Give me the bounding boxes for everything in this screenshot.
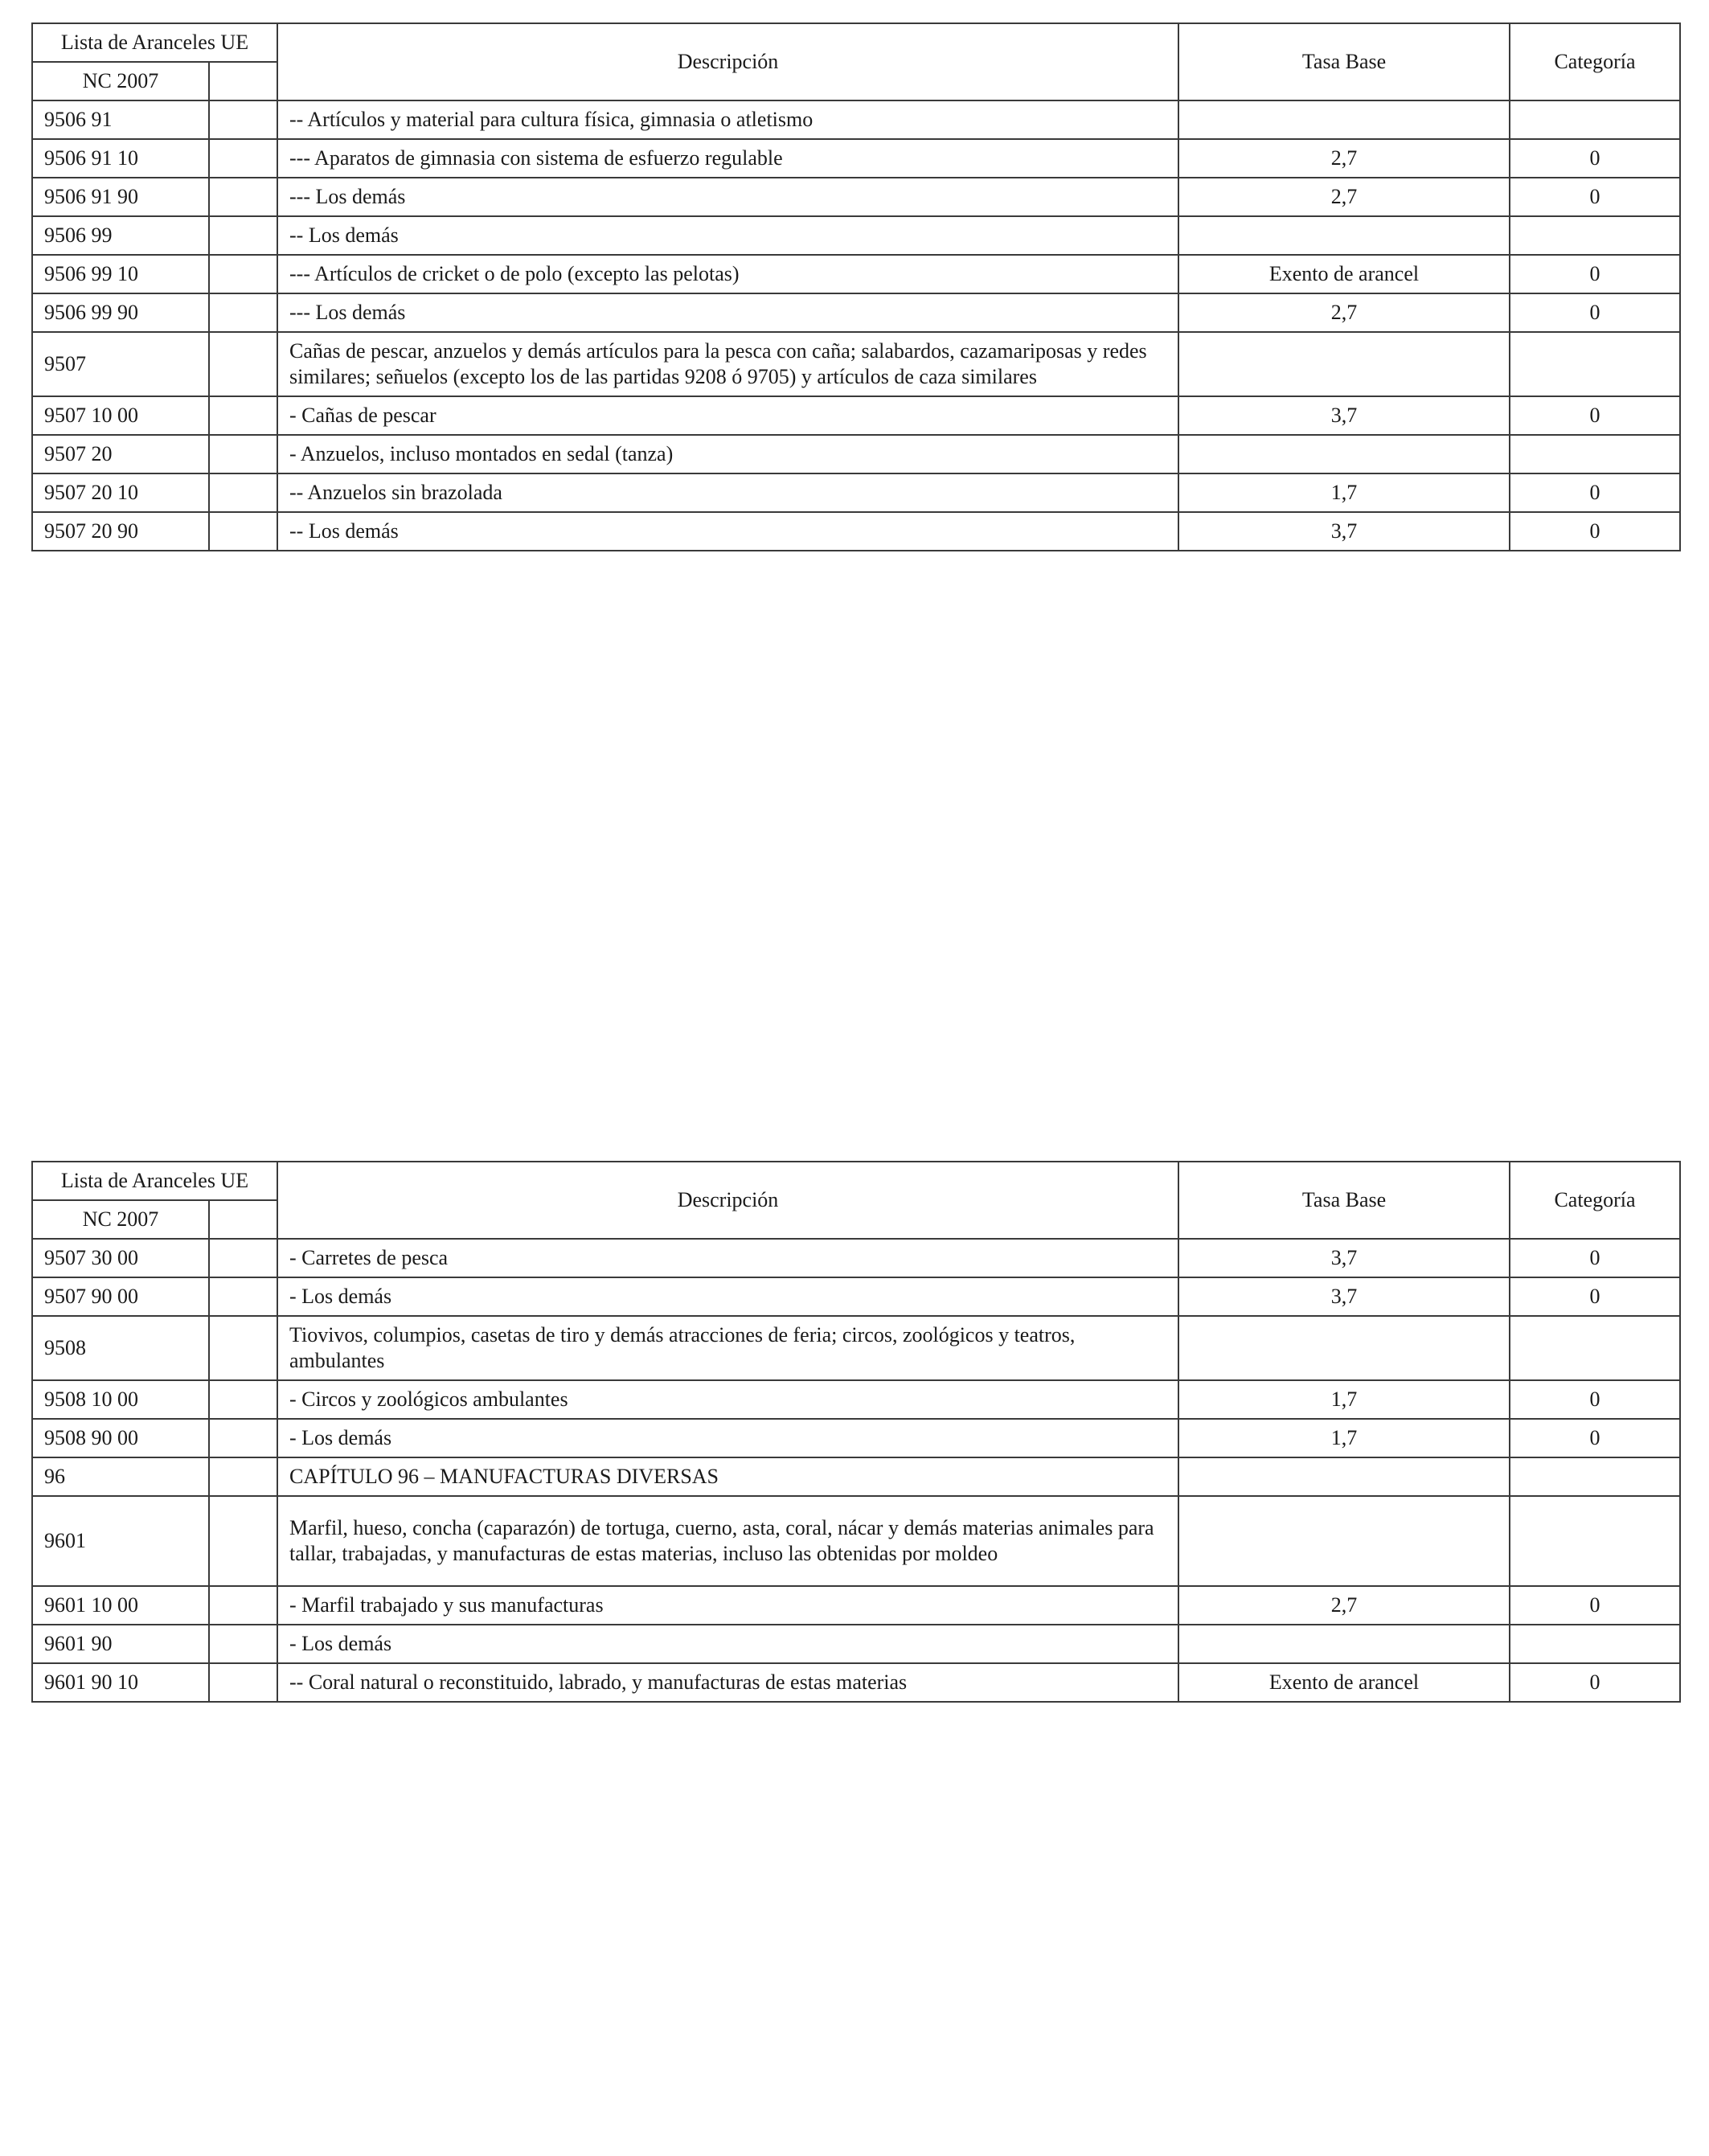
table-row [32, 1380, 1680, 1419]
table-row [32, 1457, 1680, 1496]
blank-cell [209, 1239, 277, 1277]
description-cell: - Carretes de pesca [277, 1239, 1178, 1277]
description-cell: - Cañas de pescar [277, 396, 1178, 435]
code-cell: 9507 20 10 [32, 473, 209, 512]
rate-cell: 1,7 [1178, 473, 1510, 512]
rate-cell [1178, 1625, 1510, 1663]
tariff-table-1 [31, 23, 1681, 551]
code-cell: 9507 10 00 [32, 396, 209, 435]
rate-cell [1178, 216, 1510, 255]
description-cell: -- Anzuelos sin brazolada [277, 473, 1178, 512]
code-cell: 9508 90 00 [32, 1419, 209, 1457]
table-row [32, 139, 1680, 178]
description-cell: CAPÍTULO 96 – MANUFACTURAS DIVERSAS [277, 1457, 1178, 1496]
category-cell: 0 [1510, 293, 1680, 332]
category-cell: 0 [1510, 1239, 1680, 1277]
description-cell: - Circos y zoológicos ambulantes [277, 1380, 1178, 1419]
table-row [32, 473, 1680, 512]
description-cell: - Anzuelos, incluso montados en sedal (tanza) [277, 435, 1178, 473]
rate-cell [1178, 435, 1510, 473]
description-cell: --- Los demás [277, 293, 1178, 332]
nc-header: NC 2007 [32, 1200, 209, 1239]
table-row [32, 1277, 1680, 1316]
table-row [32, 1496, 1680, 1586]
category-cell [1510, 1496, 1680, 1586]
code-cell: 9506 91 [32, 100, 209, 139]
code-cell: 9506 99 90 [32, 293, 209, 332]
nc-header: NC 2007 [32, 62, 209, 100]
rate-cell: 2,7 [1178, 1586, 1510, 1625]
category-cell [1510, 435, 1680, 473]
rate-cell [1178, 1316, 1510, 1380]
category-header: Categoría [1510, 23, 1680, 100]
blank-header-cell [209, 62, 277, 100]
table-row [32, 435, 1680, 473]
rate-cell: 3,7 [1178, 1277, 1510, 1316]
blank-cell [209, 1625, 277, 1663]
rate-header: Tasa Base [1178, 1162, 1510, 1239]
code-cell: 9507 90 00 [32, 1277, 209, 1316]
table-row [32, 1663, 1680, 1702]
blank-cell [209, 1586, 277, 1625]
table-row [32, 1625, 1680, 1663]
blank-cell [209, 473, 277, 512]
rate-cell: 1,7 [1178, 1380, 1510, 1419]
description-cell: Cañas de pescar, anzuelos y demás artículos para la pesca con caña; salabardos, cazamariposas y redes similares; señuelos (excepto los de las partidas 9208 ó 9705) y artículos de caza similares [277, 332, 1178, 396]
category-cell: 0 [1510, 1277, 1680, 1316]
code-cell: 9508 [32, 1316, 209, 1380]
rate-cell: 2,7 [1178, 178, 1510, 216]
description-header: Descripción [277, 1162, 1178, 1239]
category-header: Categoría [1510, 1162, 1680, 1239]
code-cell: 9506 91 90 [32, 178, 209, 216]
rate-cell: 3,7 [1178, 512, 1510, 551]
code-cell: 9601 [32, 1496, 209, 1586]
blank-cell [209, 255, 277, 293]
table-row [32, 1419, 1680, 1457]
category-cell: 0 [1510, 1586, 1680, 1625]
blank-cell [209, 332, 277, 396]
table-row [32, 255, 1680, 293]
category-cell: 0 [1510, 1419, 1680, 1457]
blank-cell [209, 1496, 277, 1586]
category-cell: 0 [1510, 512, 1680, 551]
description-cell: --- Aparatos de gimnasia con sistema de esfuerzo regulable [277, 139, 1178, 178]
table-row [32, 396, 1680, 435]
description-cell: - Los demás [277, 1419, 1178, 1457]
category-cell [1510, 332, 1680, 396]
table-row [32, 1316, 1680, 1380]
description-cell: --- Artículos de cricket o de polo (excepto las pelotas) [277, 255, 1178, 293]
category-cell: 0 [1510, 473, 1680, 512]
blank-cell [209, 1316, 277, 1380]
description-cell: -- Los demás [277, 216, 1178, 255]
list-header: Lista de Aranceles UE [32, 23, 277, 62]
table-row [32, 293, 1680, 332]
table-row [32, 512, 1680, 551]
table-row [32, 178, 1680, 216]
code-cell: 9601 90 [32, 1625, 209, 1663]
category-cell: 0 [1510, 139, 1680, 178]
description-cell: - Los demás [277, 1277, 1178, 1316]
rate-cell: 1,7 [1178, 1419, 1510, 1457]
header-row [32, 1162, 1680, 1200]
blank-cell [209, 100, 277, 139]
rate-cell: 2,7 [1178, 293, 1510, 332]
category-cell [1510, 100, 1680, 139]
blank-cell [209, 512, 277, 551]
rate-cell: 3,7 [1178, 396, 1510, 435]
category-cell [1510, 1457, 1680, 1496]
category-cell: 0 [1510, 1663, 1680, 1702]
category-cell [1510, 1316, 1680, 1380]
rate-cell [1178, 100, 1510, 139]
blank-cell [209, 1380, 277, 1419]
category-cell: 0 [1510, 1380, 1680, 1419]
blank-cell [209, 1419, 277, 1457]
code-cell: 9601 10 00 [32, 1586, 209, 1625]
description-cell: -- Coral natural o reconstituido, labrado, y manufacturas de estas materias [277, 1663, 1178, 1702]
table-row [32, 1586, 1680, 1625]
header-row [32, 23, 1680, 62]
rate-header: Tasa Base [1178, 23, 1510, 100]
description-cell: -- Artículos y material para cultura física, gimnasia o atletismo [277, 100, 1178, 139]
rate-cell [1178, 1496, 1510, 1586]
category-cell [1510, 1625, 1680, 1663]
rate-cell: Exento de arancel [1178, 255, 1510, 293]
category-cell: 0 [1510, 396, 1680, 435]
code-cell: 9507 20 [32, 435, 209, 473]
rate-cell [1178, 1457, 1510, 1496]
code-cell: 9506 91 10 [32, 139, 209, 178]
blank-cell [209, 435, 277, 473]
table-row [32, 332, 1680, 396]
category-cell: 0 [1510, 178, 1680, 216]
category-cell [1510, 216, 1680, 255]
rate-cell: 2,7 [1178, 139, 1510, 178]
rate-cell: Exento de arancel [1178, 1663, 1510, 1702]
description-cell: --- Los demás [277, 178, 1178, 216]
description-cell: -- Los demás [277, 512, 1178, 551]
table-row [32, 100, 1680, 139]
rate-cell [1178, 332, 1510, 396]
blank-cell [209, 1277, 277, 1316]
table-row [32, 216, 1680, 255]
code-cell: 9507 [32, 332, 209, 396]
blank-cell [209, 216, 277, 255]
description-cell: Tiovivos, columpios, casetas de tiro y demás atracciones de feria; circos, zoológicos y teatros, ambulantes [277, 1316, 1178, 1380]
code-cell: 9507 30 00 [32, 1239, 209, 1277]
code-cell: 96 [32, 1457, 209, 1496]
code-cell: 9506 99 [32, 216, 209, 255]
rate-cell: 3,7 [1178, 1239, 1510, 1277]
list-header: Lista de Aranceles UE [32, 1162, 277, 1200]
table-row [32, 1239, 1680, 1277]
code-cell: 9506 99 10 [32, 255, 209, 293]
description-header: Descripción [277, 23, 1178, 100]
category-cell: 0 [1510, 255, 1680, 293]
description-cell: - Marfil trabajado y sus manufacturas [277, 1586, 1178, 1625]
blank-cell [209, 396, 277, 435]
code-cell: 9601 90 10 [32, 1663, 209, 1702]
blank-cell [209, 139, 277, 178]
blank-header-cell [209, 1200, 277, 1239]
code-cell: 9507 20 90 [32, 512, 209, 551]
tariff-table-2 [31, 1161, 1681, 1703]
blank-cell [209, 178, 277, 216]
code-cell: 9508 10 00 [32, 1380, 209, 1419]
description-cell: Marfil, hueso, concha (caparazón) de tortuga, cuerno, asta, coral, nácar y demás materias animales para tallar, trabajadas, y manufacturas de estas materias, incluso las obtenidas por moldeo [277, 1496, 1178, 1586]
blank-cell [209, 1663, 277, 1702]
description-cell: - Los demás [277, 1625, 1178, 1663]
blank-cell [209, 293, 277, 332]
blank-cell [209, 1457, 277, 1496]
